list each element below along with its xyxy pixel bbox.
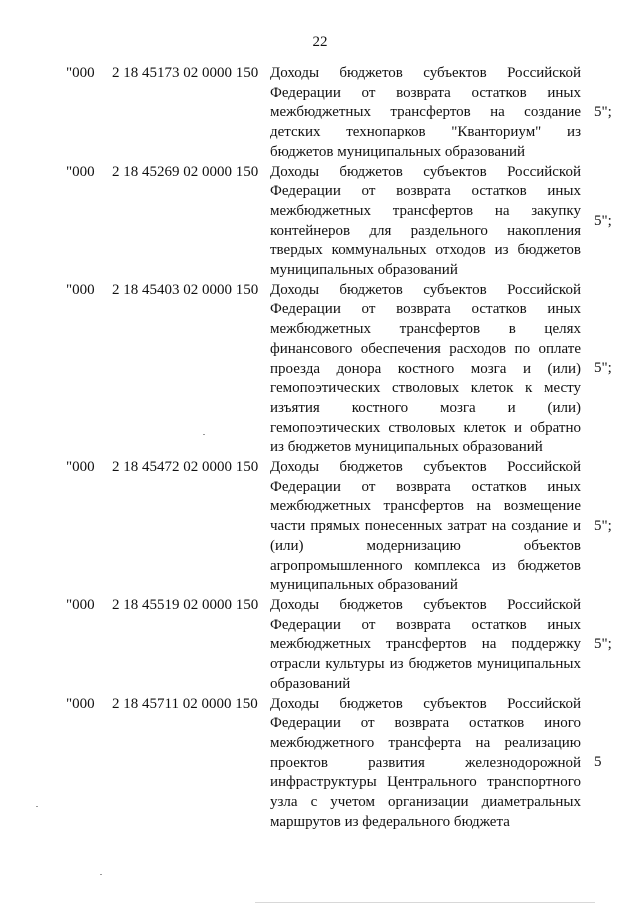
table-row bbox=[0, 163, 640, 281]
row-description: Доходы бюджетов субъектов Российской Федерации от возврата остатков иных межбюджетных трансфертов на возмещение части прямых понесенных затрат на создание и (или) модернизацию объектов агропромышленного комплекса из бюджетов муниципальных образований bbox=[270, 459, 581, 594]
row-prefix: "000 bbox=[66, 163, 95, 180]
row-prefix: "000 bbox=[66, 281, 95, 298]
row-value: 5"; bbox=[594, 360, 612, 377]
budget-classification-code: 2 18 45269 02 0000 150 bbox=[112, 163, 259, 180]
table-row bbox=[0, 458, 640, 596]
row-value: 5"; bbox=[594, 212, 612, 229]
row-prefix: "000 bbox=[66, 695, 95, 712]
revenue-code-list bbox=[0, 64, 640, 832]
row-value: 5"; bbox=[594, 636, 612, 653]
table-row bbox=[0, 596, 640, 695]
row-description: Доходы бюджетов субъектов Российской Федерации от возврата остатков иного межбюджетного трансферта на реализацию проектов развития железнодорожной инфраструктуры Центрального транспортного узла с учетом организации диаметральных маршрутов из федерального бюджета bbox=[270, 695, 581, 830]
row-description: Доходы бюджетов субъектов Российской Федерации от возврата остатков иных межбюджетных трансфертов на создание детских технопарков "Кванториум" из бюджетов муниципальных образований bbox=[270, 65, 581, 160]
budget-classification-code: 2 18 45173 02 0000 150 bbox=[112, 65, 259, 81]
row-value: 5 bbox=[594, 754, 602, 771]
scan-speck bbox=[100, 874, 102, 875]
row-prefix: "000 bbox=[66, 596, 95, 613]
table-row bbox=[0, 64, 640, 163]
budget-classification-code: 2 18 45403 02 0000 150 bbox=[112, 281, 259, 298]
table-row bbox=[0, 281, 640, 458]
row-description: Доходы бюджетов субъектов Российской Федерации от возврата остатков иных межбюджетных трансфертов на закупку контейнеров для раздельного накопления твердых коммунальных отходов из бюджетов муниципальных образований bbox=[270, 163, 581, 279]
row-value: 5"; bbox=[594, 104, 612, 121]
scan-speck bbox=[203, 434, 205, 435]
row-description: Доходы бюджетов субъектов Российской Федерации от возврата остатков иных межбюджетных трансфертов в целях финансового обеспечения расходов по оплате проезда донора костного мозга и (или) гемопоэтических стволовых клеток к месту изъятия костного мозга и (или) гемопоэтических стволовых клеток и обратно из бюджетов муниципальных образований bbox=[270, 281, 581, 456]
row-prefix: "000 bbox=[66, 459, 95, 476]
scan-speck bbox=[36, 806, 38, 807]
scan-edge-line bbox=[255, 902, 595, 903]
budget-classification-code: 2 18 45519 02 0000 150 bbox=[112, 596, 259, 613]
table-row bbox=[0, 695, 640, 833]
budget-classification-code: 2 18 45711 02 0000 150 bbox=[112, 695, 258, 712]
budget-classification-code: 2 18 45472 02 0000 150 bbox=[112, 459, 259, 476]
page-number: 22 bbox=[312, 34, 328, 50]
row-value: 5"; bbox=[594, 518, 612, 535]
row-prefix: "000 bbox=[66, 65, 95, 81]
row-description: Доходы бюджетов субъектов Российской Федерации от возврата остатков иных межбюджетных трансфертов на поддержку отрасли культуры из бюджетов муниципальных образований bbox=[270, 596, 581, 692]
